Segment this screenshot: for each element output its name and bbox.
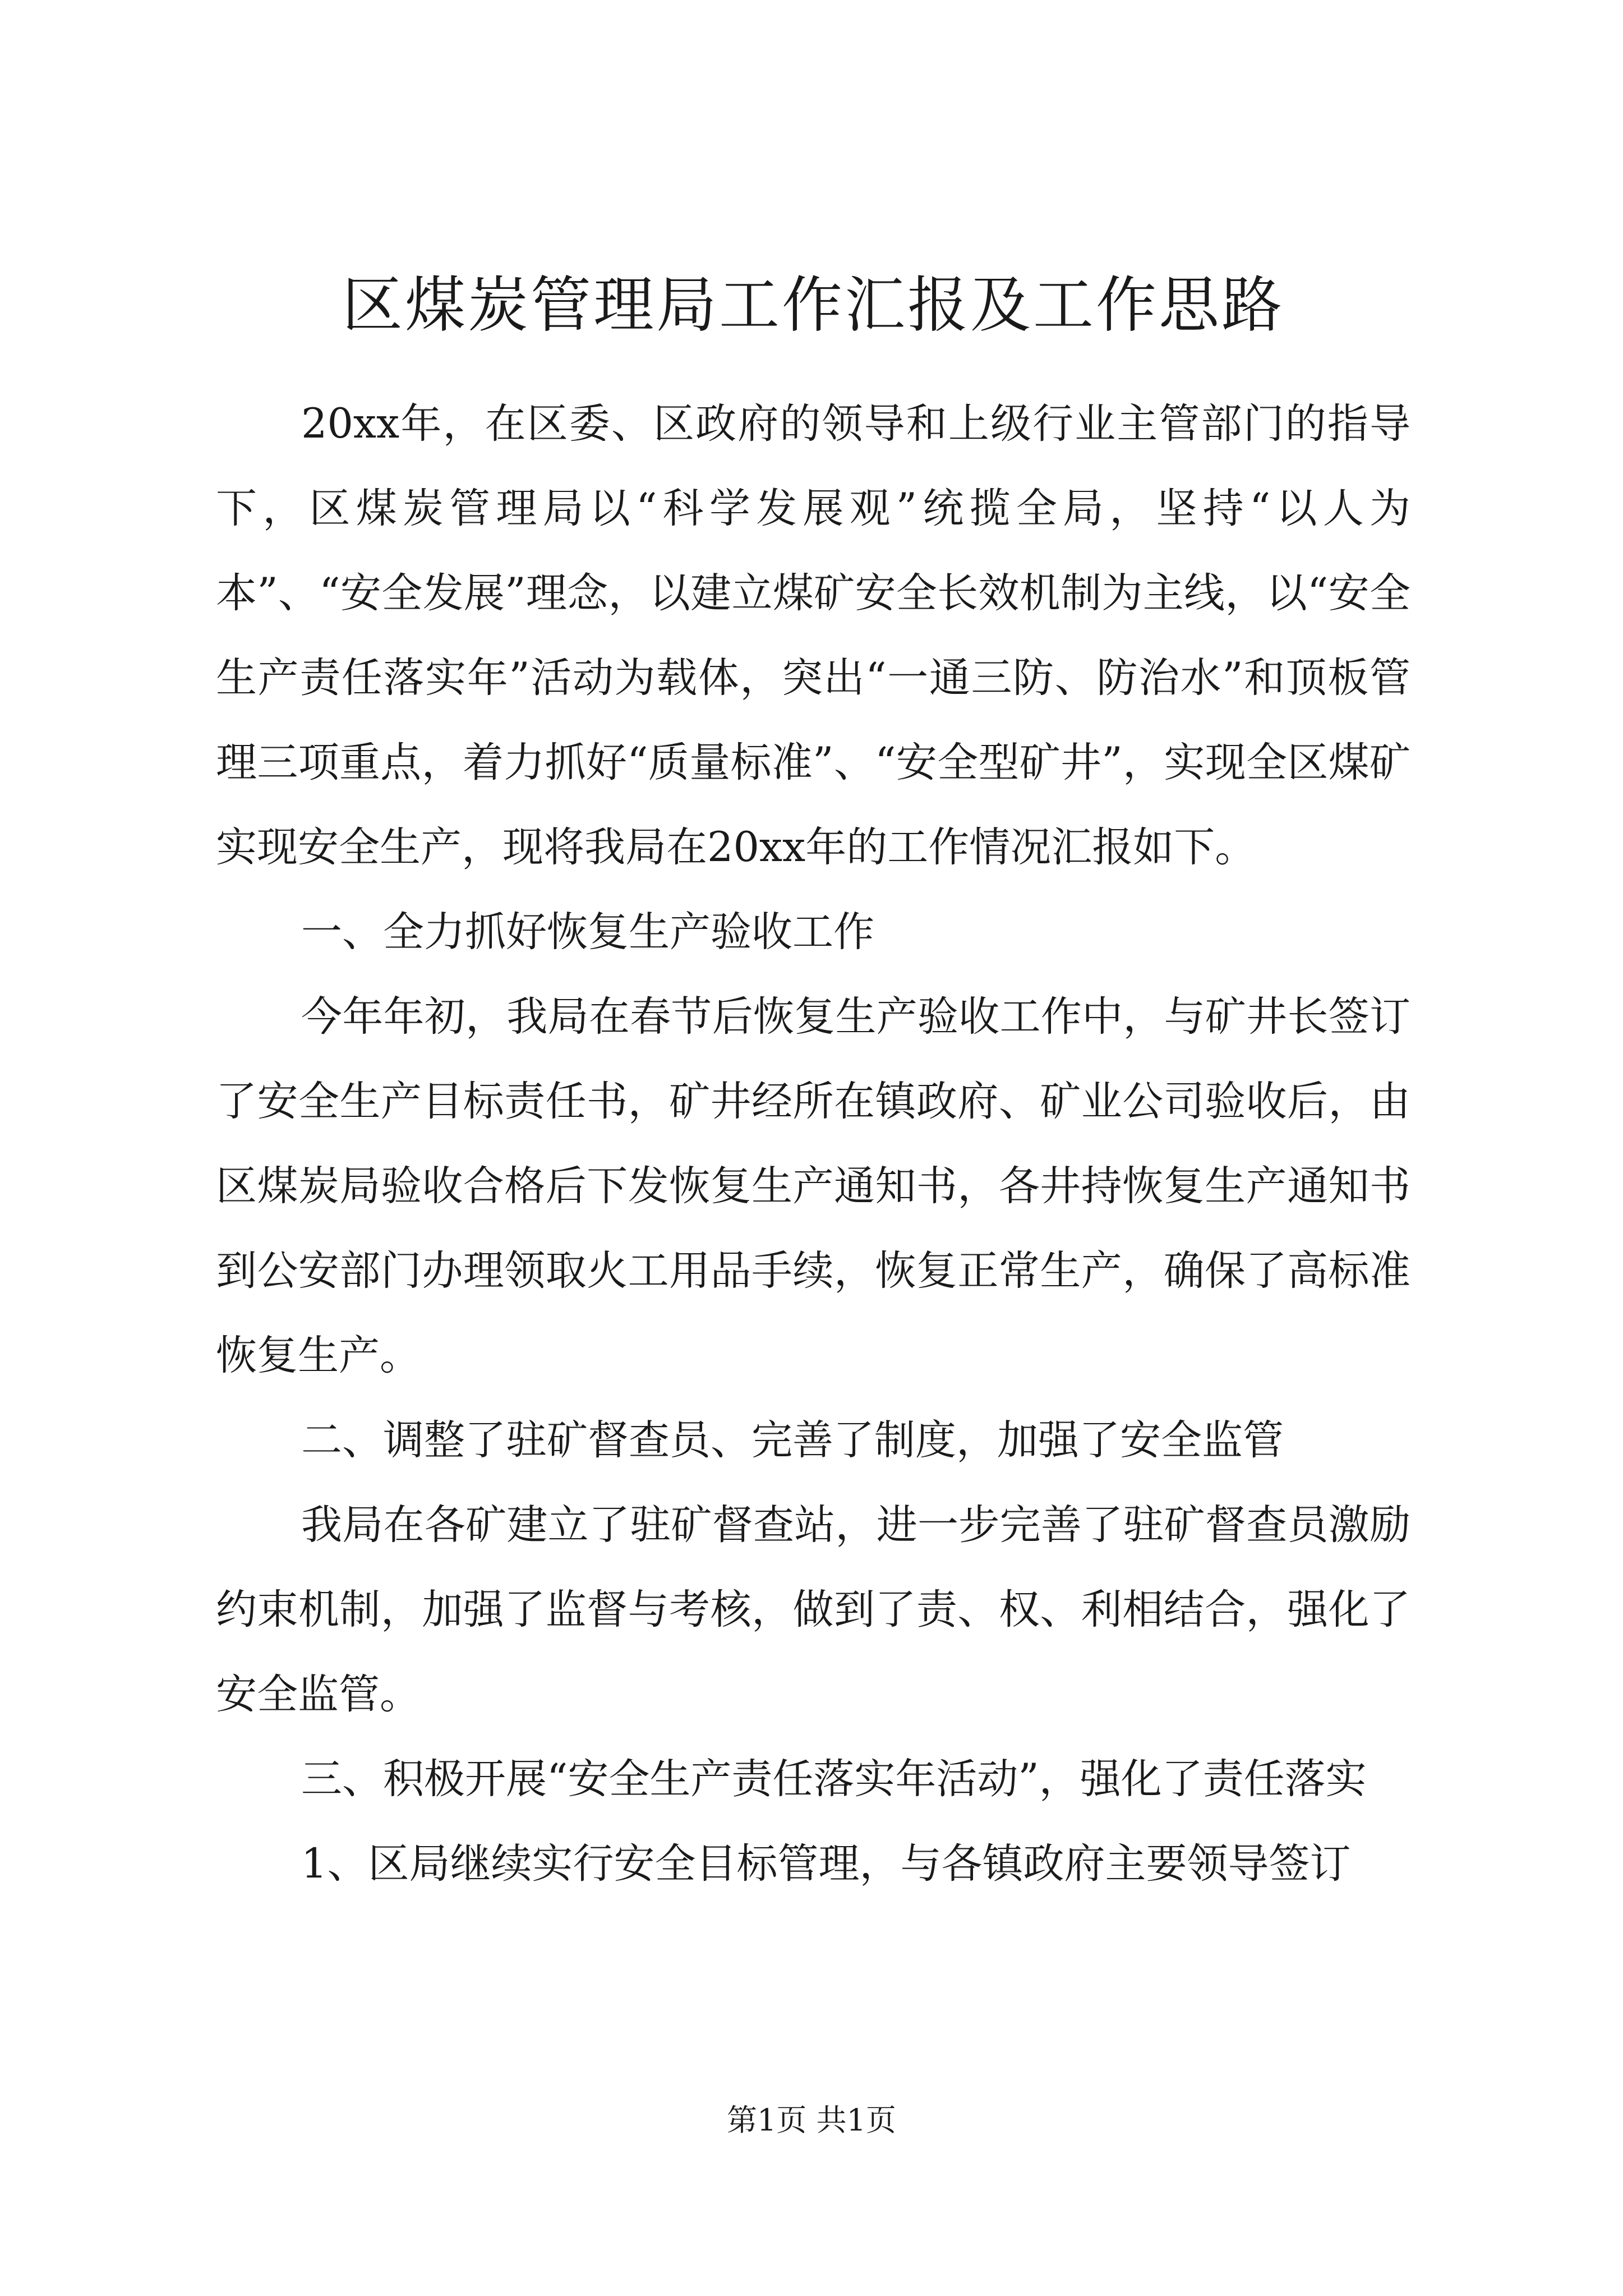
section-heading-3: 三、积极开展“安全生产责任落实年活动”，强化了责任落实: [301, 1755, 1367, 1803]
paragraph-section-3-item-1: 1、区局继续实行安全目标管理，与各镇政府主要领导签订: [301, 1840, 1351, 1888]
page-footer: 第1页 共1页: [727, 2102, 896, 2138]
paragraph-section-1: 今年年初，我局在春节后恢复生产验收工作中，与矿井长签订了安全生产目标责任书，矿井经所在镇政府、矿业公司验收后，由区煤炭局验收合格后下发恢复生产通知书，各井持恢复生产通知书到公安部门办理领取火工用品手续，恢复正常生产，确保了高标准恢复生产。: [216, 993, 1410, 1379]
section-heading-1: 一、全力抓好恢复生产验收工作: [301, 908, 874, 956]
paragraph-section-2: 我局在各矿建立了驻矿督查站，进一步完善了驻矿督查员激励约束机制，加强了监督与考核，做到了责、权、利相结合，强化了安全监管。: [216, 1501, 1410, 1718]
document-title: 区煤炭管理局工作汇报及工作思路: [342, 270, 1284, 341]
paragraph-intro: 20xx年，在区委、区政府的领导和上级行业主管部门的指导下，区煤炭管理局以“科学发展观”统揽全局，坚持“以人为本”、“安全发展”理念，以建立煤矿安全长效机制为主线，以“安全生产责任落实年”活动为载体，突出“一通三防、防治水”和顶板管理三项重点，着力抓好“质量标准”、“安全型矿井”，实现全区煤矿实现安全生产，现将我局在20xx年的工作情况汇报如下。: [216, 400, 1410, 871]
document-body: [216, 381, 1410, 1906]
section-heading-2: 二、调整了驻矿督查员、完善了制度，加强了安全监管: [301, 1416, 1284, 1464]
